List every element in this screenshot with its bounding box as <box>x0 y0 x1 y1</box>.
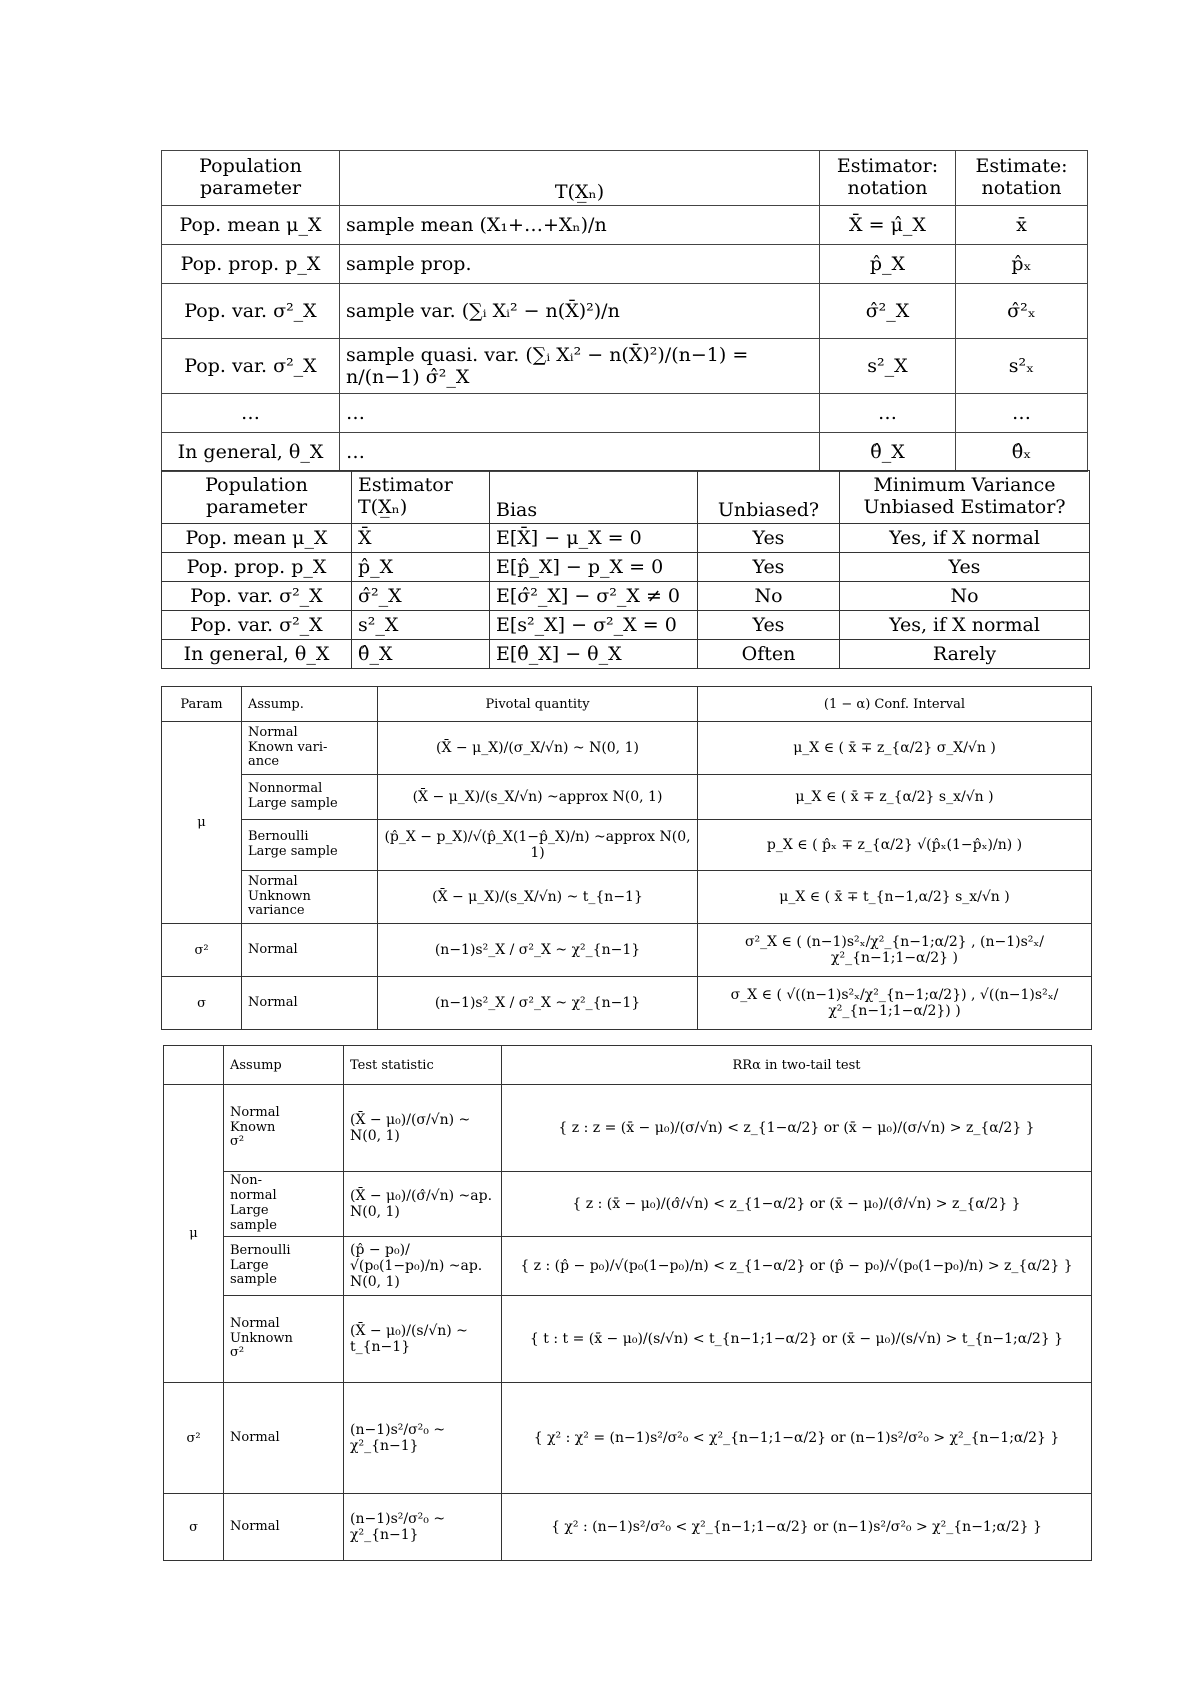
param-cell: σ² <box>162 924 242 977</box>
mvue-cell: Rarely <box>840 640 1090 669</box>
estimator-cell: σ̂²_X <box>820 284 956 339</box>
parameter-cell: Pop. var. σ²_X <box>162 582 352 611</box>
header-assump: Assump <box>224 1046 344 1085</box>
header-mvue: Minimum Variance Unbiased Estimator? <box>840 471 1090 524</box>
pivot-cell: (n−1)s²_X / σ²_X ~ χ²_{n−1} <box>378 924 698 977</box>
parameter-cell: Pop. prop. p_X <box>162 245 340 284</box>
estimator-cell: σ̂²_X <box>352 582 490 611</box>
header-pivotal-quantity: Pivotal quantity <box>378 687 698 722</box>
table-row <box>162 640 1090 669</box>
assump-cell: Bernoulli Large sample <box>242 820 378 871</box>
bias-cell: E[p̂_X] − p_X = 0 <box>490 553 698 582</box>
table-row <box>164 1172 1092 1237</box>
assump-cell: Normal Known σ² <box>224 1085 344 1172</box>
header-estimator: Estimator T(X̲ₙ) <box>352 471 490 524</box>
table-row <box>162 206 1088 245</box>
assump-cell: Normal <box>224 1383 344 1494</box>
parameter-cell: In general, θ_X <box>162 640 352 669</box>
header-test-statistic: Test statistic <box>344 1046 502 1085</box>
estimate-cell: p̂ₓ <box>956 245 1088 284</box>
assump-cell: Normal <box>224 1494 344 1561</box>
parameter-cell: Pop. var. σ²_X <box>162 611 352 640</box>
bias-cell: E[s²_X] − σ²_X = 0 <box>490 611 698 640</box>
statistic-cell: … <box>340 394 820 433</box>
table-row <box>162 775 1092 820</box>
mvue-cell: Yes, if X normal <box>840 524 1090 553</box>
estimator-cell: θ̂_X <box>820 433 956 472</box>
statistic-cell: sample prop. <box>340 245 820 284</box>
table-row <box>162 977 1092 1030</box>
header-rejection-region: RRα in two-tail test <box>502 1046 1092 1085</box>
region-cell: { z : (p̂ − p₀)/√(p₀(1−p₀)/n) < z_{1−α/2} or (p̂ − p₀)/√(p₀(1−p₀)/n) > z_{α/2} } <box>502 1237 1092 1296</box>
interval-cell: μ_X ∈ ( x̄ ∓ z_{α/2} σ_X/√n ) <box>698 722 1092 775</box>
region-cell: { χ² : χ² = (n−1)s²/σ²₀ < χ²_{n−1;1−α/2} or (n−1)s²/σ²₀ > χ²_{n−1;α/2} } <box>502 1383 1092 1494</box>
estimator-cell: X̄ <box>352 524 490 553</box>
table-row <box>162 433 1088 472</box>
unbiased-cell: Often <box>698 640 840 669</box>
bias-cell: E[σ̂²_X] − σ²_X ≠ 0 <box>490 582 698 611</box>
bias-table <box>161 470 1090 669</box>
pivot-cell: (n−1)s²_X / σ²_X ~ χ²_{n−1} <box>378 977 698 1030</box>
estimator-cell: θ̂_X <box>352 640 490 669</box>
table-row <box>162 722 1092 775</box>
estimate-cell: θ̂ₓ <box>956 433 1088 472</box>
estimators-header-row <box>162 151 1088 206</box>
estimator-cell: p̂_X <box>352 553 490 582</box>
statistic-cell: sample mean (X₁+…+Xₙ)/n <box>340 206 820 245</box>
parameter-cell: Pop. var. σ²_X <box>162 284 340 339</box>
statistic-cell: sample quasi. var. (∑ᵢ Xᵢ² − n(X̄)²)/(n−1) = n/(n−1) σ̂²_X <box>340 339 820 394</box>
table-row <box>162 524 1090 553</box>
table-row <box>164 1296 1092 1383</box>
table-row <box>162 820 1092 871</box>
table-row <box>162 611 1090 640</box>
interval-cell: p_X ∈ ( p̂ₓ ∓ z_{α/2} √(p̂ₓ(1−p̂ₓ)/n) ) <box>698 820 1092 871</box>
table-row <box>162 871 1092 924</box>
table-row <box>162 582 1090 611</box>
pivot-cell: (X̄ − μ_X)/(s_X/√n) ~approx N(0, 1) <box>378 775 698 820</box>
pivot-cell: (p̂_X − p_X)/√(p̂_X(1−p̂_X)/n) ~approx N(0, 1) <box>378 820 698 871</box>
table-row <box>162 924 1092 977</box>
param-cell: μ <box>164 1085 224 1383</box>
estimate-cell: s²ₓ <box>956 339 1088 394</box>
param-cell: σ² <box>164 1383 224 1494</box>
assump-cell: Normal Known vari- ance <box>242 722 378 775</box>
table-row <box>162 245 1088 284</box>
table-row <box>162 284 1088 339</box>
hypothesis-test-table <box>163 1045 1092 1561</box>
assump-cell: Normal Unknown σ² <box>224 1296 344 1383</box>
assump-cell: Bernoulli Large sample <box>224 1237 344 1296</box>
unbiased-cell: No <box>698 582 840 611</box>
header-conf-interval: (1 − α) Conf. Interval <box>698 687 1092 722</box>
header-population-parameter: Population parameter <box>162 471 352 524</box>
interval-cell: σ²_X ∈ ( (n−1)s²ₓ/χ²_{n−1;α/2} , (n−1)s²ₓ/χ²_{n−1;1−α/2} ) <box>698 924 1092 977</box>
param-cell: σ <box>162 977 242 1030</box>
statistic-cell: … <box>340 433 820 472</box>
mvue-cell: No <box>840 582 1090 611</box>
assump-cell: Non- normal Large sample <box>224 1172 344 1237</box>
estimator-cell: s²_X <box>352 611 490 640</box>
assump-cell: Normal <box>242 924 378 977</box>
region-cell: { t : t = (x̄ − μ₀)/(s/√n) < t_{n−1;1−α/2} or (x̄ − μ₀)/(s/√n) > t_{n−1;α/2} } <box>502 1296 1092 1383</box>
interval-cell: μ_X ∈ ( x̄ ∓ t_{n−1,α/2} s_x/√n ) <box>698 871 1092 924</box>
statistic-cell: (p̂ − p₀)/√(p₀(1−p₀)/n) ~ap. N(0, 1) <box>344 1237 502 1296</box>
table-row <box>162 553 1090 582</box>
statistic-cell: (n−1)s²/σ²₀ ~ χ²_{n−1} <box>344 1494 502 1561</box>
header-param <box>164 1046 224 1085</box>
region-cell: { z : z = (x̄ − μ₀)/(σ/√n) < z_{1−α/2} or (x̄ − μ₀)/(σ/√n) > z_{α/2} } <box>502 1085 1092 1172</box>
table-row <box>164 1383 1092 1494</box>
interval-cell: μ_X ∈ ( x̄ ∓ z_{α/2} s_x/√n ) <box>698 775 1092 820</box>
region-cell: { χ² : (n−1)s²/σ²₀ < χ²_{n−1;1−α/2} or (n−1)s²/σ²₀ > χ²_{n−1;α/2} } <box>502 1494 1092 1561</box>
statistic-cell: (X̄ − μ₀)/(s/√n) ~ t_{n−1} <box>344 1296 502 1383</box>
header-population-parameter: Population parameter <box>162 151 340 206</box>
estimators-table <box>161 150 1088 472</box>
unbiased-cell: Yes <box>698 524 840 553</box>
parameter-cell: Pop. mean μ_X <box>162 206 340 245</box>
param-cell: σ <box>164 1494 224 1561</box>
header-estimator-notation: Estimator: notation <box>820 151 956 206</box>
ci-header-row <box>162 687 1092 722</box>
mvue-cell: Yes <box>840 553 1090 582</box>
assump-cell: Nonnormal Large sample <box>242 775 378 820</box>
param-cell: μ <box>162 722 242 924</box>
parameter-cell: Pop. prop. p_X <box>162 553 352 582</box>
parameter-cell: … <box>162 394 340 433</box>
header-assump: Assump. <box>242 687 378 722</box>
confidence-interval-table <box>161 686 1092 1030</box>
interval-cell: σ_X ∈ ( √((n−1)s²ₓ/χ²_{n−1;α/2}) , √((n−1)s²ₓ/χ²_{n−1;1−α/2}) ) <box>698 977 1092 1030</box>
header-estimate-notation: Estimate: notation <box>956 151 1088 206</box>
table-row <box>162 339 1088 394</box>
parameter-cell: Pop. var. σ²_X <box>162 339 340 394</box>
estimator-cell: s²_X <box>820 339 956 394</box>
unbiased-cell: Yes <box>698 553 840 582</box>
header-statistic: T(X̲ₙ) <box>340 151 820 206</box>
pivot-cell: (X̄ − μ_X)/(σ_X/√n) ~ N(0, 1) <box>378 722 698 775</box>
estimate-cell: x̄ <box>956 206 1088 245</box>
statistic-cell: sample var. (∑ᵢ Xᵢ² − n(X̄)²)/n <box>340 284 820 339</box>
mvue-cell: Yes, if X normal <box>840 611 1090 640</box>
statistic-cell: (X̄ − μ₀)/(σ̂/√n) ~ap. N(0, 1) <box>344 1172 502 1237</box>
estimator-cell: … <box>820 394 956 433</box>
estimate-cell: … <box>956 394 1088 433</box>
pivot-cell: (X̄ − μ_X)/(s_X/√n) ~ t_{n−1} <box>378 871 698 924</box>
header-bias: Bias <box>490 471 698 524</box>
table-row <box>164 1237 1092 1296</box>
header-param: Param <box>162 687 242 722</box>
statistic-cell: (X̄ − μ₀)/(σ/√n) ~ N(0, 1) <box>344 1085 502 1172</box>
statistic-cell: (n−1)s²/σ²₀ ~ χ²_{n−1} <box>344 1383 502 1494</box>
table-row <box>162 394 1088 433</box>
bias-cell: E[θ̂_X] − θ_X <box>490 640 698 669</box>
unbiased-cell: Yes <box>698 611 840 640</box>
parameter-cell: In general, θ_X <box>162 433 340 472</box>
assump-cell: Normal Unknown variance <box>242 871 378 924</box>
bias-cell: E[X̄] − μ_X = 0 <box>490 524 698 553</box>
estimate-cell: σ̂²ₓ <box>956 284 1088 339</box>
region-cell: { z : (x̄ − μ₀)/(σ̂/√n) < z_{1−α/2} or (x̄ − μ₀)/(σ̂/√n) > z_{α/2} } <box>502 1172 1092 1237</box>
header-unbiased: Unbiased? <box>698 471 840 524</box>
bias-header-row <box>162 471 1090 524</box>
estimator-cell: X̄ = μ̂_X <box>820 206 956 245</box>
table-row <box>164 1494 1092 1561</box>
estimator-cell: p̂_X <box>820 245 956 284</box>
parameter-cell: Pop. mean μ_X <box>162 524 352 553</box>
assump-cell: Normal <box>242 977 378 1030</box>
table-row <box>164 1085 1092 1172</box>
test-header-row <box>164 1046 1092 1085</box>
